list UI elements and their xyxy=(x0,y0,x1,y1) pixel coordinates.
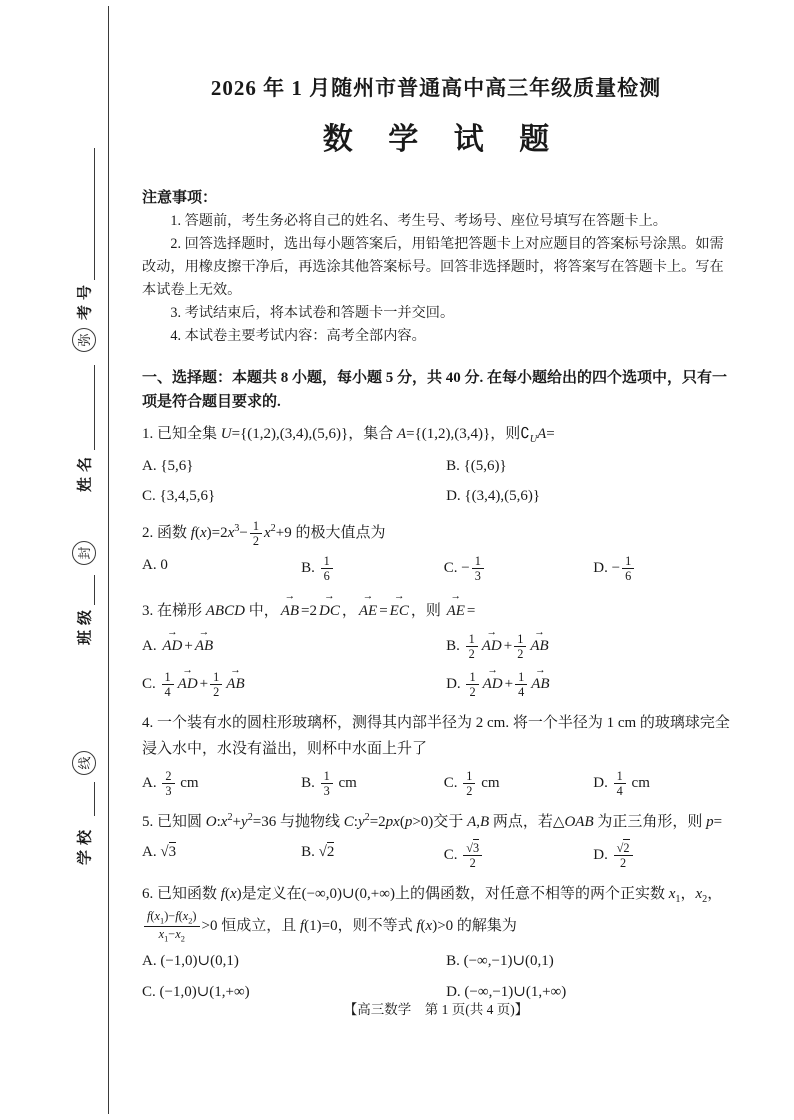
page-footer: 【高三数学 第 1 页(共 4 页)】 xyxy=(343,1002,529,1017)
question-4-option-a: A. $\frac{2}{3}$ cm xyxy=(142,768,199,798)
school-fill-line xyxy=(94,782,95,816)
question-2 xyxy=(142,519,730,588)
margin-label-class: 班级 xyxy=(77,604,94,646)
notice-section xyxy=(142,186,730,348)
question-5 xyxy=(142,809,730,875)
question-5-options xyxy=(142,837,730,874)
question-5-option-c: C. $\frac{√3}{2}$ xyxy=(444,837,588,874)
question-5-option-b: B. √2 xyxy=(301,844,335,861)
question-5-stem: 5. 已知圆 $O:x^2+y^2=36$ 与抛物线 $C:y^2=2px(p>0)$交于 A,B 两点，若△OAB 为正三角形，则 p= xyxy=(142,811,723,830)
question-4-option-c: C. $\frac{1}{2}$ cm xyxy=(443,768,500,798)
seal-char-feng: 封 xyxy=(72,541,96,565)
exam-content xyxy=(142,72,730,1009)
question-5-option-a: A. √3 xyxy=(142,844,177,861)
question-4-stem: 4. 一个装有水的圆柱形玻璃杯，测得其内部半径为 2 cm. 将一个半径为 1 cm 的玻璃球完全浸入水中，水没有溢出，则杯中水面上升了 xyxy=(142,715,730,758)
question-1-options xyxy=(142,451,730,512)
question-2-option-d: D. − $\frac{1}{6}$ xyxy=(593,550,730,587)
notice-item-3: 3. 考试结束后，将本试卷和答题卡一并交回。 xyxy=(170,305,455,321)
question-2-option-b: B. $\frac{1}{6}$ xyxy=(301,550,438,587)
question-2-stem: 2. 函数 $f(x)=2x^3-$ $\frac{1}{2}$ $x^2+9$ 的极大值点为 xyxy=(142,518,386,548)
question-2-option-c: C. − $\frac{1}{3}$ xyxy=(444,550,588,587)
question-1-stem: 1. 已知全集 U={(1,2),(3,4),(5,6)}，集合 A={(1,2),(3,4)}，则$∁_UA=$ xyxy=(142,426,555,445)
question-3-option-d: D. $\frac{1}{2}$ → AD + $\frac{1}{4}$ → AB xyxy=(446,665,730,703)
question-6-option-a: A. (−1,0)∪(0,1) xyxy=(142,953,239,970)
question-6 xyxy=(142,881,730,1007)
question-5-option-d: D. $\frac{√2}{2}$ xyxy=(593,837,730,874)
notice-item-2: 2. 回答选择题时，选出每小题答案后，用铅笔把答题卡上对应题目的答案标号涂黑。如需改动，用橡皮擦干净后，再选涂其他答案标号。回答非选择题时，将答案写在答题卡上。写在本试卷上无效。 xyxy=(142,236,724,298)
question-3-option-c: C. $\frac{1}{4}$ → AD + $\frac{1}{2}$ → AB xyxy=(142,665,440,703)
seal-char-xian: 线 xyxy=(72,751,96,775)
section-heading: 一、选择题：本题共 8 小题，每小题 5 分，共 40 分. 在每小题给出的四个选项中，只有一项是符合题目要求的. xyxy=(142,370,728,410)
question-2-option-a: A. 0 xyxy=(142,557,168,574)
notice-item-1: 1. 答题前，考生务必将自己的姓名、考生号、考场号、座位号填写在答题卡上。 xyxy=(170,213,667,229)
question-4-options xyxy=(142,765,730,802)
margin-label-exam-number: 考号 xyxy=(77,279,94,321)
question-1 xyxy=(142,421,730,512)
exam-subject-title: 数 学 试 题 xyxy=(322,123,564,156)
question-6-option-c: C. (−1,0)∪(1,+∞) xyxy=(142,983,250,1000)
question-3 xyxy=(142,594,730,703)
seal-char-mi: 弥 xyxy=(72,328,96,352)
name-fill-line xyxy=(94,365,95,450)
question-1-option-b: B. {(5,6)} xyxy=(446,457,507,474)
margin-label-school: 学校 xyxy=(77,824,94,866)
question-3-option-b: B. $\frac{1}{2}$ → AD + $\frac{1}{2}$ → AB xyxy=(446,627,730,665)
question-4 xyxy=(142,710,730,802)
question-6-option-d: D. (−∞,−1)∪(1,+∞) xyxy=(446,983,567,1000)
question-3-options xyxy=(142,627,730,703)
question-1-option-a: A. {5,6} xyxy=(142,457,194,474)
question-6-option-b: B. (−∞,−1)∪(0,1) xyxy=(446,953,554,970)
exam-title: 2026 年 1 月随州市普通高中高三年级质量检测 xyxy=(210,76,662,100)
exam-number-fill-line xyxy=(94,148,95,280)
margin-label-name: 姓名 xyxy=(77,451,94,493)
margin-divider-line xyxy=(108,6,109,1114)
question-3-stem: 3. 在梯形 ABCD 中， → AB =2 → DC ， → AE = → EC ，则 → AE = xyxy=(142,594,730,624)
question-4-option-d: D. $\frac{1}{4}$ cm xyxy=(593,768,650,798)
question-4-option-b: B. $\frac{1}{3}$ cm xyxy=(301,768,357,798)
question-1-option-d: D. {(3,4),(5,6)} xyxy=(446,488,541,505)
class-fill-line xyxy=(94,575,95,605)
question-6-stem: 6. 已知函数 f(x)是定义在(−∞,0)∪(0,+∞)上的偶函数，对任意不相等的两个正实数 $x_1$，$x_2$， $\frac{f(x_1)-f(x_2)}{x_1-x_2}$ >0 恒成立，且 f(1)=0，则不等式 f(x)>0 的解集为 xyxy=(142,886,723,944)
question-1-option-c: C. {3,4,5,6} xyxy=(142,488,216,505)
notice-item-4: 4. 本试卷主要考试内容：高考全部内容。 xyxy=(170,328,426,344)
notice-heading: 注意事项： xyxy=(142,190,218,206)
question-3-option-a: A. → AD + → AB xyxy=(142,627,440,665)
question-2-options xyxy=(142,550,730,587)
